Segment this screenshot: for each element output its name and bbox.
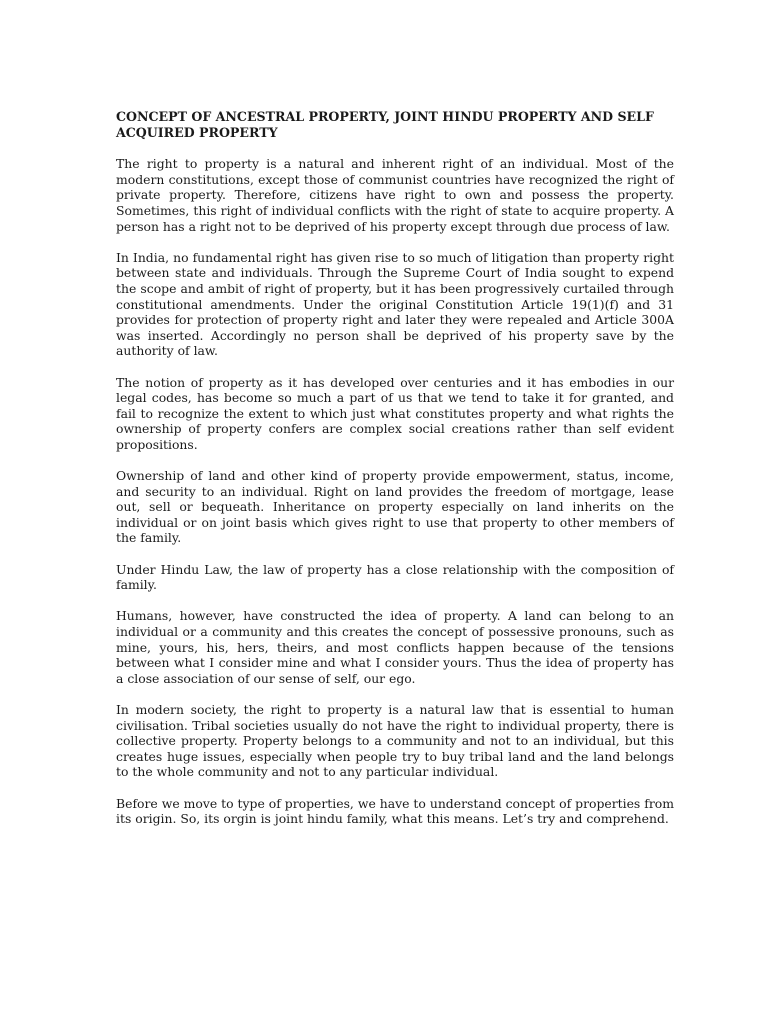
paragraph-6: Humans, however, have constructed the idea of property. A land can belong to an individual or a community and this creates the concept of possessive pronouns, such as mine, yours, his, hers, theirs, and most conflicts happen because of the tensions between what I consider mine and what I consider yours. Thus the idea of property has a close association of our sense of self, our ego. — [116, 608, 674, 686]
paragraph-1: The right to property is a natural and inherent right of an individual. Most of the modern constitutions, except those of communist countries have recognized the right of private property. Therefore, citizens have right to own and possess the property. Sometimes, this right of individual conflicts with the right of state to acquire property. A person has a right not to be deprived of his property except through due process of law. — [116, 156, 674, 234]
document-title: CONCEPT OF ANCESTRAL PROPERTY, JOINT HINDU PROPERTY AND SELF ACQUIRED PROPERTY — [116, 109, 654, 140]
paragraph-7: In modern society, the right to property is a natural law that is essential to human civilisation. Tribal societies usually do not have the right to individual property, there is collective property. Property belongs to a community and not to an individual, but this creates huge issues, especially when people try to buy tribal land and the land belongs to the whole community and not to any particular individual. — [116, 701, 674, 780]
paragraph-4: Ownership of land and other kind of property provide empowerment, status, income, and security to an individual. Right on land provides the freedom of mortgage, lease out, sell or bequeath. Inheritance on property especially on land inherits on the individual or on joint basis which gives right to use that property to other members of the family. — [116, 468, 674, 546]
document-page — [116, 109, 674, 842]
paragraph-8: Before we move to type of properties, we have to understand concept of properties from its origin. So, its orgin is joint hindu family, what this means. Let’s try and comprehend. — [116, 795, 674, 827]
paragraph-5: Under Hindu Law, the law of property has a close relationship with the composition of family. — [116, 561, 674, 593]
paragraph-3: The notion of property as it has developed over centuries and it has embodies in our legal codes, has become so much a part of us that we tend to take it for granted, and fail to recognize the extent to which just what constitutes property and what rights the ownership of property confers are complex social creations rather than self evident propositions. — [116, 374, 674, 452]
paragraph-2: In India, no fundamental right has given rise to so much of litigation than property right between state and individuals. Through the Supreme Court of India sought to expend the scope and ambit of right of property, but it has been progressively curtailed through constitutional amendments. Under the original Constitution Article 19(1)(f) and 31 provides for protection of property right and later they were repealed and Article 300A was inserted. Accordingly no person shall be deprived of his property save by the authority of law. — [116, 249, 674, 359]
